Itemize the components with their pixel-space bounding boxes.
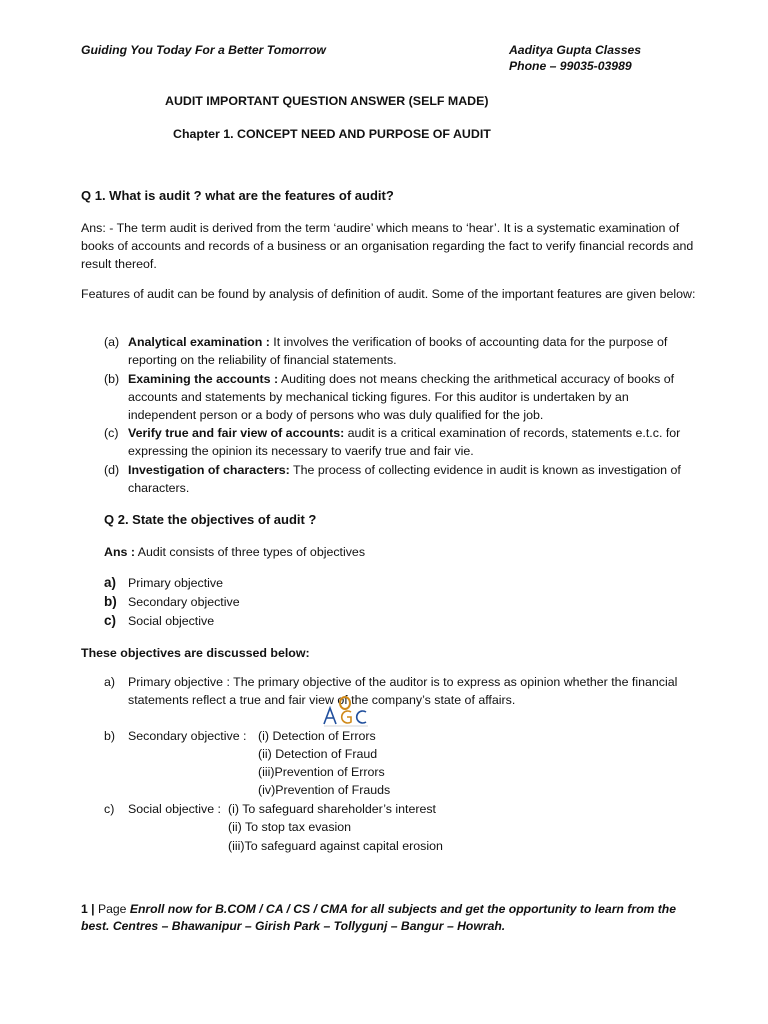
doc-title: AUDIT IMPORTANT QUESTION ANSWER (SELF MADE) [165,94,489,108]
objective-text: Secondary objective [128,595,240,609]
feature-item-a [104,333,698,369]
header-brand: Aaditya Gupta Classes [509,43,642,57]
social-point: (i) To safeguard shareholder’s interest [228,802,437,816]
primary-objective [104,673,694,709]
feature-text: The process of collecting evidence in audit is known as investigation of characters. [128,463,681,496]
feature-text: audit is a critical examination of records, statements e.t.c. for expressing the opinion its necessary to vaerify true and fair vie. [128,426,681,459]
objective-item-b [104,593,698,611]
feature-text: It involves the verification of books of accounting data for the purpose of reporting on the reliability of financial statements. [128,335,668,368]
social-point: (iii)To safeguard against capital erosion [228,839,443,853]
objective-marker: a) [104,575,117,590]
feature-item-b [104,370,698,425]
objective-item-c [104,612,698,630]
objective-marker: c) [104,613,117,628]
secondary-point: (i) Detection of Errors [258,729,376,743]
secondary-point: (iv)Prevention of Frauds [258,783,391,797]
q2-answer [104,543,365,561]
social-point: (ii) To stop tax evasion [228,820,352,834]
header-phone: Phone – 99035-03989 [509,59,632,73]
q1-ans-label: Ans: - [81,221,114,235]
secondary-point: (iii)Prevention of Errors [258,765,385,779]
q2-question: Q 2. State the objectives of audit ? [104,512,317,527]
feature-term: Analytical examination : [128,335,270,349]
page-number: 1 [81,902,88,916]
feature-text: Auditing does not means checking the arithmetical accuracy of books of accounts and statements by mechanical ticking figures. For this auditor is undertaken by an independent person or a body of persons who was duly qualified for the job. [128,372,675,423]
objective-text: Primary objective [128,576,224,590]
agc-logo [318,694,372,728]
agc-logo-icon [318,694,372,728]
primary-text: Primary objective : The primary objective of the auditor is to express as opinion whether the financial statements reflect a true and fair view of the company’s state of affairs. [128,675,678,708]
feature-marker: (c) [104,426,119,440]
feature-term: Verify true and fair view of accounts: [128,426,345,440]
objective-text: Social objective [128,614,215,628]
page-label: Page [97,902,127,916]
page-separator: | [87,902,98,916]
chapter-title: Chapter 1. CONCEPT NEED AND PURPOSE OF AUDIT [173,127,491,141]
feature-item-d [104,461,698,497]
feature-marker: (b) [104,372,120,386]
discussed-intro: These objectives are discussed below: [81,646,310,660]
footer-promo: Enroll now for B.COM / CA / CS / CMA for all subjects and get the opportunity to learn from the best. Centres – Bhawanipur – Girish Park – Tollygunj – Bangur – Howrah. [81,902,677,933]
feature-term: Investigation of characters: [128,463,290,477]
header-tagline: Guiding You Today For a Better Tomorrow [81,43,326,57]
social-label: Social objective : [128,802,221,816]
secondary-marker: b) [104,729,116,743]
q2-ans-text: Audit consists of three types of objectives [134,545,366,559]
q1-question: Q 1. What is audit ? what are the features of audit? [81,188,394,203]
secondary-point: (ii) Detection of Fraud [258,747,378,761]
feature-marker: (a) [104,335,120,349]
secondary-label: Secondary objective : [128,729,247,743]
feature-term: Examining the accounts : [128,372,279,386]
secondary-objective [104,727,698,745]
feature-item-c [104,424,698,460]
objective-item-a [104,574,698,592]
primary-marker: a) [104,675,116,689]
q1-ans-text: The term audit is derived from the term ‘audire’ which means to ‘hear’. It is a systematic examination of books of accounts and records of a business or an organisation regarding the fact to verify financial records and result thereof. [81,221,694,272]
q1-features-intro: Features of audit can be found by analysis of definition of audit. Some of the important features are given below: [81,287,696,301]
q1-answer [81,219,697,274]
objective-marker: b) [104,594,117,609]
q2-ans-label: Ans : [104,545,135,559]
feature-marker: (d) [104,463,120,477]
page-footer [81,901,701,934]
social-marker: c) [104,802,115,816]
